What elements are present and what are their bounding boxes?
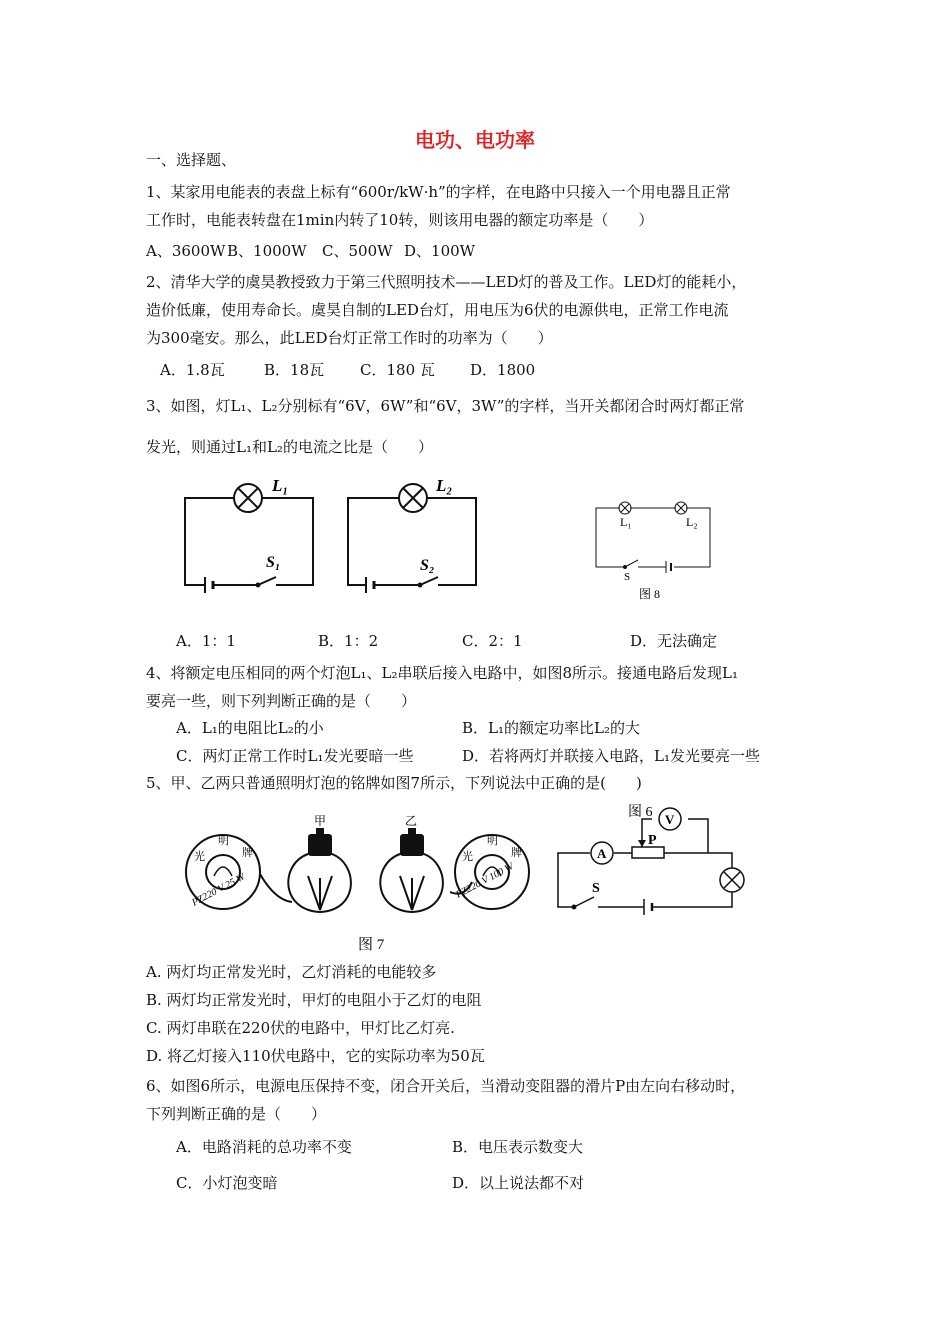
q2-option-c: C．180 瓦 [360,361,435,379]
fig8-l1-label: L₁ [620,515,632,529]
q1-option-b: B、1000W [227,242,307,260]
q4-option-d: D．若将两灯并联接入电路，L₁发光要亮一些 [462,747,761,765]
q4-option-a: A．L₁的电阻比L₂的小 [176,719,324,737]
switch-s2-label: S₂ [420,557,435,574]
lamp-l1-label: L₁ [272,476,289,495]
q1-option-a: A、3600W [146,242,226,260]
q1-stem-line1: 1、某家用电能表的表盘上标有“600r/kW·h”的字样，在电路中只接入一个用电器且正常 [146,183,731,201]
q2-stem-line3: 为300毫安。那么，此LED台灯正常工作时的功率为（ ） [146,329,553,347]
q6-stem-line2: 下列判断正确的是（ ） [146,1105,327,1123]
q6-option-d: D．以上说法都不对 [452,1174,585,1192]
fig6-switch-label: S [592,881,600,896]
q3-circuit-figures [180,474,740,604]
fig6-circuit [552,800,752,920]
q3-option-a: A．1：1 [176,632,236,650]
plate-right-brand1: 光 [462,851,473,863]
q2-stem-line1: 2、清华大学的虞昊教授致力于第三代照明技术——LED灯的普及工作。LED灯的能耗小， [146,273,747,291]
bulb-jia-label: 甲 [314,814,327,828]
q3-stem-line2: 发光，则通过L₁和L₂的电流之比是（ ） [146,438,433,456]
q4-option-c: C．两灯正常工作时L₁发光要暗一些 [176,747,414,765]
q2-option-d: D．1800 [470,361,536,379]
fig6-slider-label: P [648,833,657,848]
plate-right-rating: PZ220 V 100 W [454,861,516,901]
plate-left-rating: PZ220 V 25 W [190,871,248,909]
fig8-caption: 图 8 [639,587,661,601]
q6-option-c: C．小灯泡变暗 [176,1174,278,1192]
q1-option-c: C、500W [322,242,393,260]
q6-option-b: B．电压表示数变大 [452,1138,584,1156]
plate-right-brand2: 明 [487,835,498,847]
section-heading: 一、选择题、 [146,151,237,169]
plate-left-brand1: 光 [194,851,205,863]
plate-left-brand3: 牌 [242,847,253,859]
q2-option-b: B．18瓦 [264,361,325,379]
q1-option-d: D、100W [404,242,476,260]
q4-stem-line1: 4、将额定电压相同的两个灯泡L₁、L₂串联后接入电路中，如图8所示。接通电路后发现L₁ [146,664,739,682]
q5-stem: 5、甲、乙两只普通照明灯泡的铭牌如图7所示，下列说法中正确的是( ) [146,774,642,792]
q2-stem-line2: 造价低廉，使用寿命长。虞昊自制的LED台灯，用电压为6伏的电源供电，正常工作电流 [146,301,729,319]
switch-s2-pivot [418,583,423,588]
q6-stem-line1: 6、如图6所示，电源电压保持不变，闭合开关后，当滑动变阻器的滑片P由左向右移动时， [146,1077,746,1095]
plate-right-brand3: 牌 [511,847,522,859]
q3-option-d: D．无法确定 [630,632,718,650]
q3-stem-line1: 3、如图，灯L₁、L₂分别标有“6V，6W”和“6V，3W”的字样，当开关都闭合时两灯都正常 [146,397,745,415]
bulb-yi-label: 乙 [405,814,418,828]
plate-left-brand2: 明 [218,835,229,847]
q5-option-a: A. 两灯均正常发光时，乙灯消耗的电能较多 [146,963,437,981]
fig6-voltmeter-label: V [665,812,675,827]
switch-s1-pivot [256,583,261,588]
q5-option-d: D. 将乙灯接入110伏电路中，它的实际功率为50瓦 [146,1047,485,1065]
fig6-caption: 图 6 [628,805,653,820]
q1-stem-line2: 工作时，电能表转盘在1min内转了10转，则该用电器的额定功率是（ ） [146,211,654,229]
q6-option-a: A．电路消耗的总功率不变 [176,1138,352,1156]
switch-s1-label: S₁ [266,554,281,571]
q5-option-b: B. 两灯均正常发光时，甲灯的电阻小于乙灯的电阻 [146,991,482,1009]
q5-option-c: C. 两灯串联在220伏的电路中，甲灯比乙灯亮. [146,1019,455,1037]
fig8-l2-label: L₂ [686,515,698,529]
q2-option-a: A．1.8瓦 [160,361,225,379]
page-title: 电功、电功率 [415,128,535,152]
lamp-l2-label: L₂ [436,476,453,495]
q4-option-b: B．L₁的额定功率比L₂的大 [462,719,640,737]
fig8-s-label: S [624,571,631,583]
q3-option-c: C．2：1 [462,632,523,650]
fig6-ammeter-label: A [597,846,607,861]
fig7-bulbs [180,812,540,952]
q3-option-b: B．1：2 [318,632,379,650]
q4-stem-line2: 要亮一些，则下列判断正确的是（ ） [146,692,417,710]
fig7-caption: 图 7 [358,937,385,953]
